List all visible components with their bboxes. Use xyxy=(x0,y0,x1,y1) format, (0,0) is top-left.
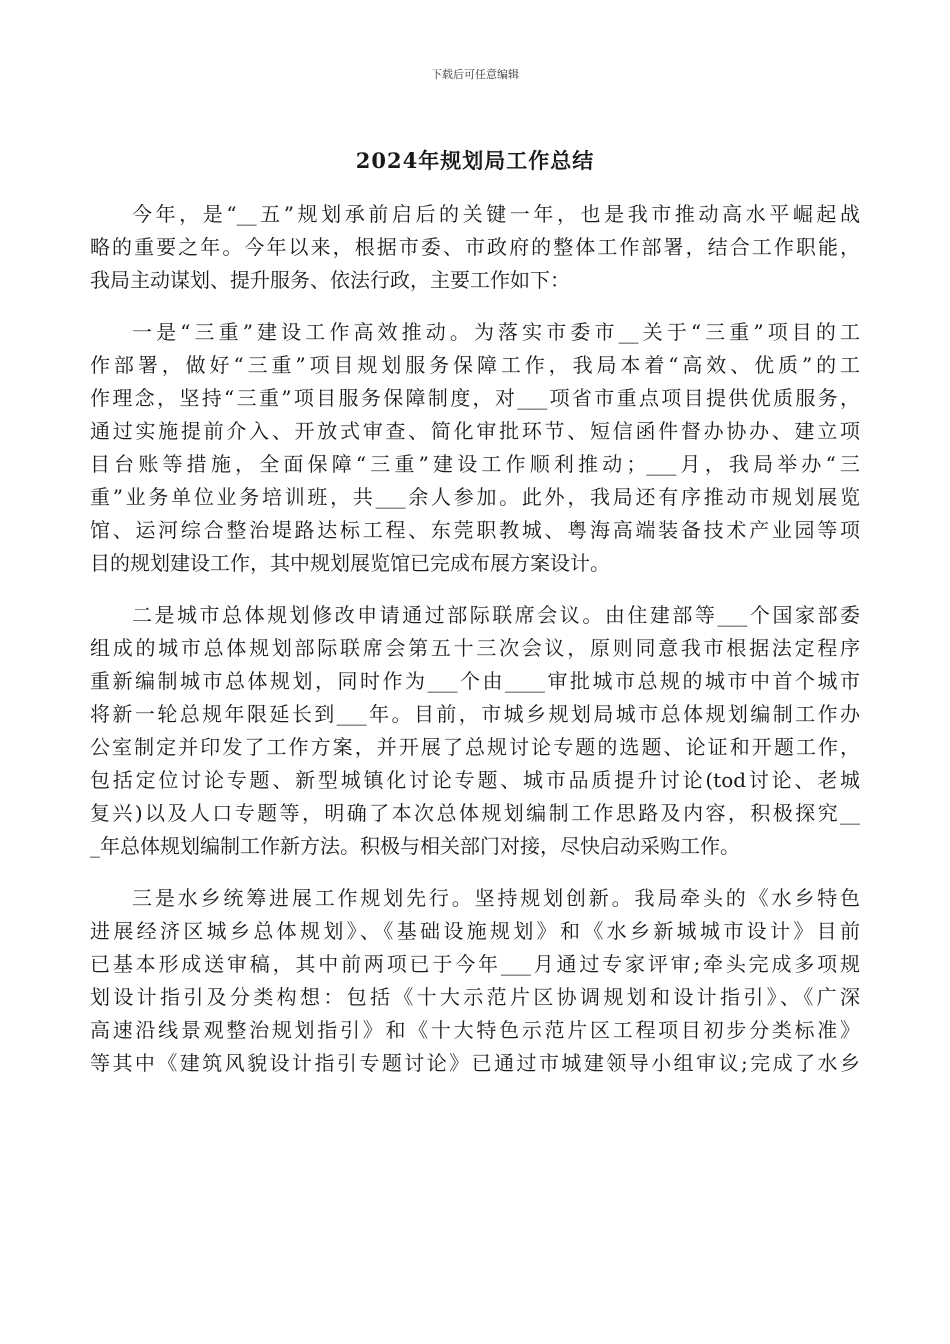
paragraph-line: 今年，是“__五”规划承前启后的关键一年，也是我市推动高水平崛起战 xyxy=(132,202,860,226)
paragraph-line: 划设计指引及分类构想：包括《十大示范片区协调规划和设计指引》、《广深 xyxy=(90,985,860,1009)
header-note: 下载后可任意编辑 xyxy=(431,68,519,81)
paragraph-line: 通过实施提前介入、开放式审查、简化审批环节、短信函件督办协办、建立项 xyxy=(90,419,860,443)
paragraph-line: 包括定位讨论专题、新型城镇化讨论专题、城市品质提升讨论(tod讨论、老城 xyxy=(90,768,860,792)
paragraph-intro xyxy=(90,198,860,297)
paragraph-line: 目的规划建设工作，其中规划展览馆已完成布展方案设计。 xyxy=(90,551,610,575)
paragraph-three xyxy=(90,882,860,1080)
paragraph-line: 重新编制城市总体规划，同时作为___个由____审批城市总规的城市中首个城市 xyxy=(90,669,860,693)
paragraph-line: 组成的城市总体规划部际联席会第五十三次会议，原则同意我市根据法定程序 xyxy=(90,636,860,660)
paragraph-line: 我局主动谋划、提升服务、依法行政，主要工作如下： xyxy=(90,268,570,292)
paragraph-line: 等其中《建筑风貌设计指引专题讨论》已通过市城建领导小组审议;完成了水乡 xyxy=(90,1051,860,1075)
document-title: 2024年规划局工作总结 xyxy=(355,148,595,173)
paragraph-line: 进展经济区城乡总体规划》、《基础设施规划》和《水乡新城城市设计》目前 xyxy=(90,919,860,943)
paragraph-two xyxy=(90,599,860,863)
paragraph-one xyxy=(90,316,860,580)
paragraph-line: 已基本形成送审稿，其中前两项已于今年___月通过专家评审;牵头完成多项规 xyxy=(90,952,860,976)
paragraph-line: 重”业务单位业务培训班，共___余人参加。此外，我局还有序推动市规划展览 xyxy=(90,485,860,509)
paragraph-line: 一是“三重”建设工作高效推动。为落实市委市__关于“三重”项目的工 xyxy=(132,320,860,344)
paragraph-line: 将新一轮总规年限延长到___年。目前，市城乡规划局城市总体规划编制工作办 xyxy=(90,702,860,726)
paragraph-line: 高速沿线景观整治规划指引》和《十大特色示范片区工程项目初步分类标准》 xyxy=(90,1018,860,1042)
paragraph-line: 复兴)以及人口专题等，明确了本次总体规划编制工作思路及内容，积极探究__ xyxy=(90,801,860,825)
paragraph-line: 作理念，坚持“三重”项目服务保障制度，对___项省市重点项目提供优质服务， xyxy=(90,386,860,410)
paragraph-line: 馆、运河综合整治堤路达标工程、东莞职教城、粤海高端装备技术产业园等项 xyxy=(90,518,860,542)
document-body xyxy=(90,198,860,1099)
paragraph-line: 目台账等措施，全面保障“三重”建设工作顺利推动；___月，我局举办“三 xyxy=(90,452,860,476)
paragraph-line: 作部署，做好“三重”项目规划服务保障工作，我局本着“高效、优质”的工 xyxy=(90,353,860,377)
paragraph-line: 二是城市总体规划修改申请通过部际联席会议。由住建部等___个国家部委 xyxy=(132,603,860,627)
paragraph-line: 略的重要之年。今年以来，根据市委、市政府的整体工作部署，结合工作职能， xyxy=(90,235,860,259)
paragraph-line: 三是水乡统筹进展工作规划先行。坚持规划创新。我局牵头的《水乡特色 xyxy=(132,886,860,910)
paragraph-line: _年总体规划编制工作新方法。积极与相关部门对接，尽快启动采购工作。 xyxy=(90,834,740,858)
paragraph-line: 公室制定并印发了工作方案，并开展了总规讨论专题的选题、论证和开题工作， xyxy=(90,735,860,759)
